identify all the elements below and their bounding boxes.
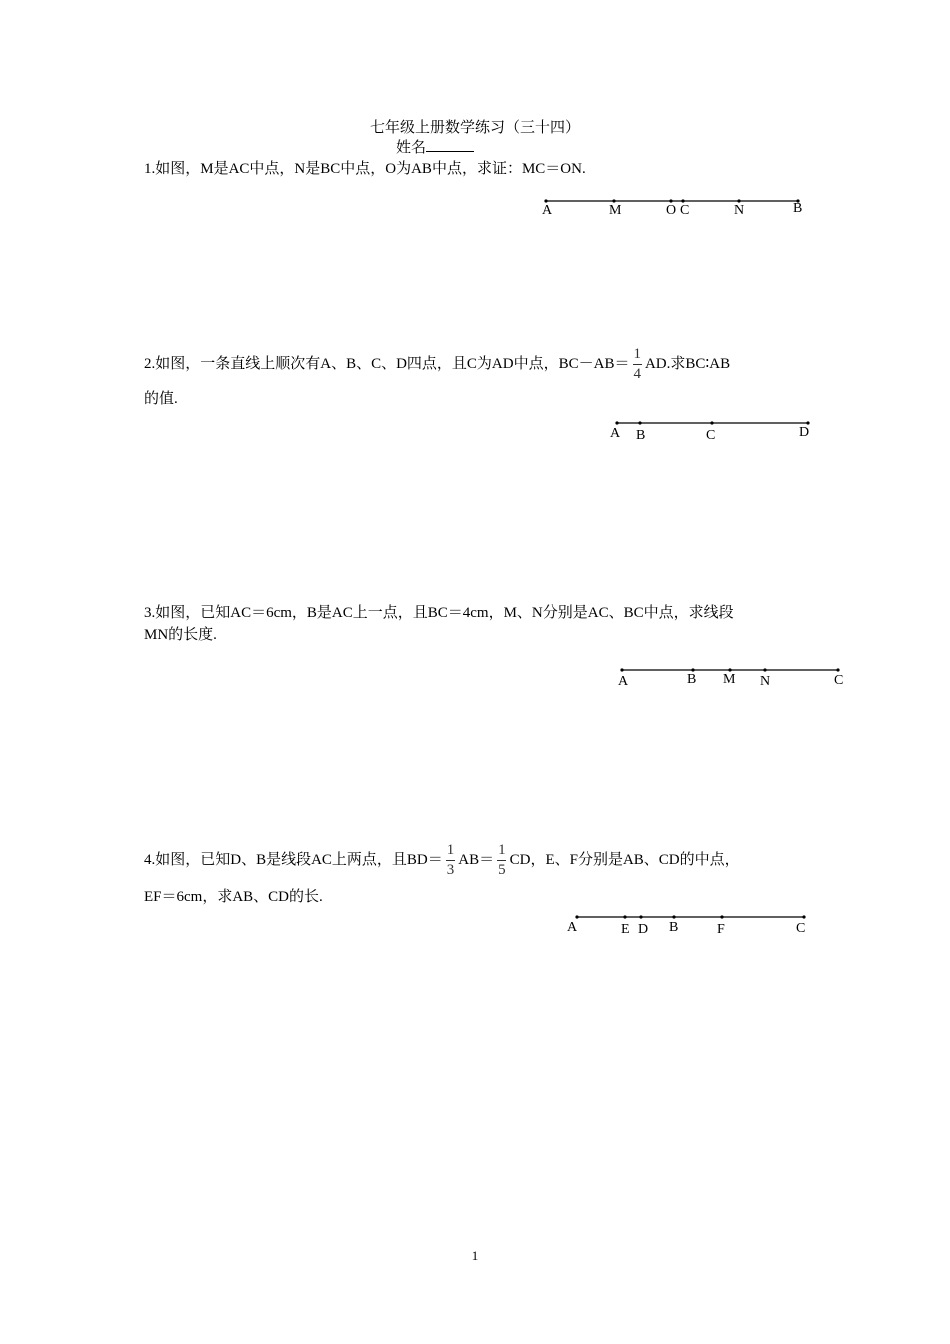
q4-point-B: [672, 915, 675, 918]
q4-point-E: [623, 915, 626, 918]
q1-label-C: C: [680, 203, 690, 218]
q2-text-b: AD.求BC∶AB: [644, 356, 731, 372]
question-3-line-2: MN的长度.: [144, 627, 217, 643]
q1-label-M: M: [609, 203, 622, 218]
q3-label-M: M: [723, 672, 736, 687]
q2-label-D: D: [799, 425, 810, 440]
q4-point-F: [720, 915, 723, 918]
q4-point-C: [802, 915, 805, 918]
q3-label-C: C: [834, 673, 844, 688]
page-number: 1: [471, 1248, 479, 1263]
q2-label-B: B: [636, 428, 646, 443]
q1-label-A: A: [542, 203, 553, 218]
q4-point-D: [639, 915, 642, 918]
q4-frac1-num: 1: [446, 841, 455, 858]
q2-frac-num: 1: [633, 345, 641, 362]
q1-label-O: O: [666, 203, 677, 218]
question-1-text: 1.如图，M是AC中点，N是BC中点，O为AB中点，求证：MC＝ON.: [144, 161, 586, 177]
q4-label-C: C: [796, 921, 806, 936]
q4-label-F: F: [717, 922, 725, 937]
q4-label-B: B: [669, 920, 679, 935]
q1-label-B: B: [793, 201, 803, 216]
q2-text-a: 2.如图，一条直线上顺次有A、B、C、D四点，且C为AD中点，BC－AB＝: [144, 356, 630, 372]
q3-label-N: N: [760, 674, 771, 689]
q4-point-A: [575, 915, 578, 918]
q4-text-a: 4.如图，已知D、B是线段AC上两点，且BD＝: [144, 852, 443, 868]
question-4-line-2: EF＝6cm，求AB、CD的长.: [144, 889, 323, 905]
q3-label-B: B: [687, 672, 697, 687]
q4-frac2-den: 5: [498, 861, 506, 878]
q4-label-D: D: [638, 922, 649, 937]
q4-label-A: A: [567, 920, 578, 935]
page-title: 七年级上册数学练习（三十四）: [369, 120, 580, 136]
question-2-line-2: 的值.: [144, 391, 178, 407]
q4-frac1-den: 3: [446, 861, 455, 878]
q3-label-A: A: [618, 674, 629, 689]
q4-text-b: CD，E、F分别是AB、CD的中点，: [509, 852, 740, 868]
q1-label-N: N: [734, 203, 745, 218]
q2-label-A: A: [610, 426, 621, 441]
q4-text-mid: AB＝: [458, 852, 495, 868]
name-label: 姓名: [396, 140, 427, 156]
q2-label-C: C: [706, 428, 716, 443]
question-3-line-1: 3.如图，已知AC＝6cm，B是AC上一点，且BC＝4cm，M、N分别是AC、BC中点，求线段: [144, 605, 734, 621]
q4-frac2-num: 1: [498, 841, 506, 858]
q2-frac-den: 4: [633, 365, 641, 382]
q4-label-E: E: [621, 922, 630, 937]
